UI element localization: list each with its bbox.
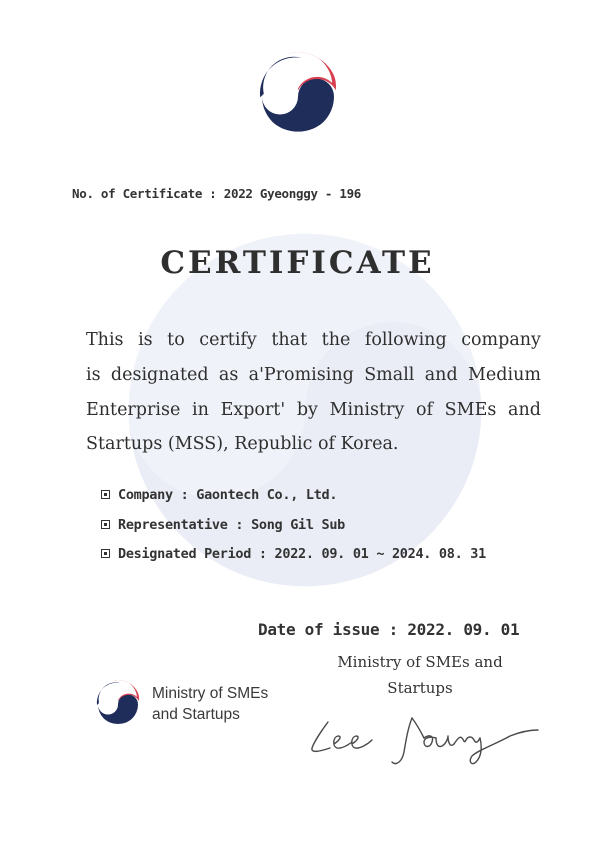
body-word: the — [321, 330, 351, 350]
body-word: Medium — [468, 365, 541, 385]
body-word: by — [296, 400, 318, 420]
taegeuk-emblem-icon — [253, 47, 343, 137]
representative-text: Representative : Song Gil Sub — [118, 517, 346, 533]
ministry-logo-text — [152, 683, 268, 725]
issuer-name-line-2: Startups — [387, 679, 453, 697]
square-bullet-icon — [101, 549, 110, 558]
ministry-logo-emblem-icon — [93, 677, 143, 727]
certificate-number: No. of Certificate : 2022 Gyeonggy - 196 — [72, 186, 362, 201]
body-word: Ministry — [329, 400, 405, 420]
issuer-name-line-1: Ministry of SMEs and — [337, 653, 503, 671]
body-word: a'Promising — [248, 365, 354, 385]
company-text: Company : Gaontech Co., Ltd. — [118, 487, 338, 503]
body-line-3 — [86, 400, 541, 420]
body-word: certify — [199, 330, 257, 350]
logo-text-line-1: Ministry of SMEs — [152, 685, 269, 702]
body-word: to — [167, 330, 185, 350]
body-word: Small — [364, 365, 415, 385]
body-line-1 — [86, 330, 541, 350]
body-word: following — [364, 330, 447, 350]
detail-period — [101, 546, 486, 562]
period-text: Designated Period : 2022. 09. 01 ~ 2024. 08. 31 — [118, 546, 486, 562]
detail-representative — [101, 517, 345, 533]
body-line-4 — [86, 434, 541, 454]
date-of-issue: Date of issue : 2022. 09. 01 — [258, 620, 520, 639]
body-word: and — [508, 400, 541, 420]
handwritten-signature — [300, 700, 550, 770]
body-line-2 — [86, 365, 541, 385]
square-bullet-icon — [101, 520, 110, 529]
body-word: and — [424, 365, 458, 385]
body-word: This — [86, 330, 124, 350]
logo-text-line-2: and Startups — [152, 706, 240, 723]
body-text: Startups (MSS), Republic of Korea. — [86, 434, 399, 454]
body-word: SMEs — [444, 400, 497, 420]
square-bullet-icon — [101, 490, 110, 499]
detail-company — [101, 487, 337, 503]
body-word: company — [461, 330, 541, 350]
body-word: is — [86, 365, 101, 385]
body-word: as — [218, 365, 239, 385]
body-word: is — [138, 330, 153, 350]
body-word: of — [415, 400, 433, 420]
body-word: that — [271, 330, 308, 350]
body-word: Export' — [220, 400, 286, 420]
body-word: Enterprise — [86, 400, 181, 420]
body-word: in — [192, 400, 209, 420]
certificate-title: CERTIFICATE — [160, 245, 435, 281]
body-word: designated — [110, 365, 209, 385]
